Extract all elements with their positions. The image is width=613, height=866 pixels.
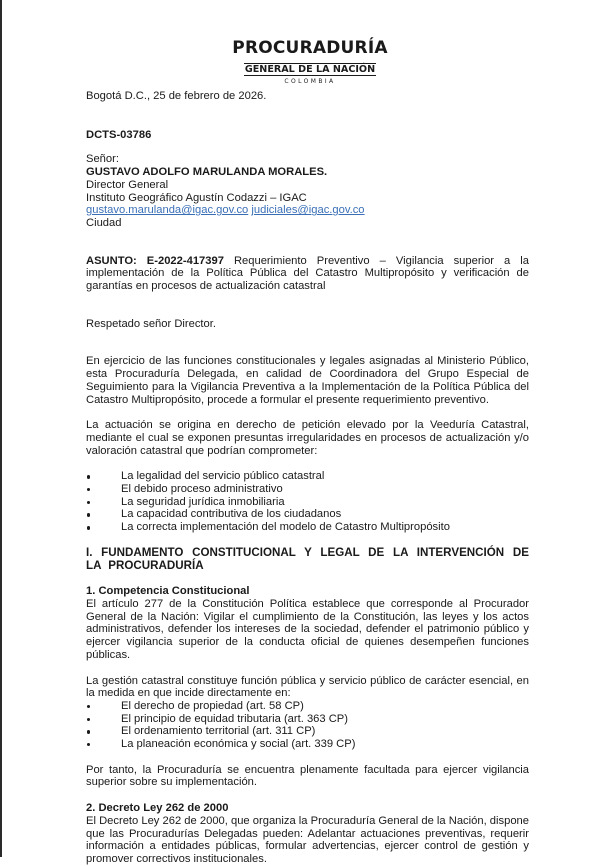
list-item: La planeación económica y social (art. 339 CP) — [86, 738, 529, 751]
bullet-icon — [87, 526, 90, 529]
bullet-icon — [87, 718, 90, 721]
bullet-icon — [87, 743, 90, 746]
intro-paragraph: En ejercicio de las funciones constitucionales y legales asignadas al Ministerio Público, esta Procuraduría Delegada, en calidad de Coordinadora del Grupo Especial de Seguimiento para la Vigilancia Preventiva a la Implementación de la Política Pública del Catastro Multipropósito, procede a formular el presente requerimiento preventivo. — [86, 355, 529, 406]
procuraduria-logo — [230, 40, 390, 86]
greeting: Respetado señor Director. — [86, 317, 216, 330]
decreto-262-paragraph: El Decreto Ley 262 de 2000, que organiza la Procuraduría General de la Nación, dispone que las Procuradurías Delegadas pueden: Adelantar actuaciones preventivas, requerir información a entidades públicas, formular advertencias, ejercer control de gestión y promover correctivos institucionales. — [86, 814, 529, 865]
subject-text: Requerimiento Preventivo – Vigilancia superior a la implementación de la Política Pública del Catastro Multipropósito y verificación de garantías en procesos de actualización catastral — [86, 254, 529, 293]
section-heading: I. FUNDAMENTO CONSTITUCIONAL Y LEGAL DE LA INTERVENCIÓN DE LA PROCURADURÍA — [86, 545, 529, 572]
salutation-label: Señor: — [86, 153, 119, 166]
list-item: El ordenamiento territorial (art. 311 CP) — [86, 725, 529, 738]
bullet-icon — [87, 730, 90, 733]
compromised-items-list — [86, 470, 529, 534]
subsection-heading-competencia: 1. Competencia Constitucional — [86, 585, 250, 598]
bullet-icon — [87, 488, 90, 491]
recipient-institution: Instituto Geográfico Agustín Codazzi – IGAC — [86, 191, 307, 204]
subsection-heading-decreto: 2. Decreto Ley 262 de 2000 — [86, 802, 229, 815]
subject-line — [86, 255, 529, 293]
recipient-title: Director General — [86, 178, 169, 191]
bullet-icon — [87, 705, 90, 708]
email-link-judicial[interactable]: judiciales@igac.gov.co — [251, 204, 365, 217]
subject-case-number: E-2022-417397 — [146, 254, 224, 267]
letter-body — [86, 90, 529, 866]
conclusion-paragraph: Por tanto, la Procuraduría se encuentra plenamente facultada para ejercer vigilancia superior sobre su implementación. — [86, 763, 529, 789]
origin-paragraph: La actuación se origina en derecho de petición elevado por la Veeduría Catastral, mediante el cual se exponen presuntas irregularidades en procesos de actualización y/o valoración catastral que podrían comprometer: — [86, 419, 529, 457]
list-item: La seguridad jurídica inmobiliaria — [86, 496, 529, 509]
logo-line-1: PROCURADURÍA — [232, 38, 388, 58]
logo-line-3: COLOMBIA — [284, 78, 336, 85]
gestion-catastral-paragraph: La gestión catastral constituye función pública y servicio público de carácter esencial, en la medida en que incide directamente en: — [86, 674, 529, 700]
recipient-emails — [86, 204, 529, 217]
email-link-primary[interactable]: gustavo.marulanda@igac.gov.co — [86, 204, 249, 217]
list-item: La capacidad contributiva de los ciudadanos — [86, 508, 529, 521]
bullet-icon — [87, 475, 90, 478]
logo-line-2: GENERAL DE LA NACIÓN — [244, 64, 376, 75]
list-item: El principio de equidad tributaria (art. 363 CP) — [86, 713, 529, 726]
letter-date: Bogotá D.C., 25 de febrero de 2026. — [86, 90, 267, 102]
list-item: El derecho de propiedad (art. 58 CP) — [86, 700, 529, 713]
subject-label: ASUNTO: — [86, 254, 137, 267]
recipient-name: GUSTAVO ADOLFO MARULANDA MORALES. — [86, 166, 328, 179]
list-item: La legalidad del servicio público catastral — [86, 470, 529, 483]
bullet-icon — [87, 501, 90, 504]
reference-number: DCTS-03786 — [86, 128, 152, 141]
constitutional-articles-list — [86, 700, 529, 751]
list-item: El debido proceso administrativo — [86, 483, 529, 496]
recipient-city: Ciudad — [86, 216, 122, 229]
article-277-paragraph: El artículo 277 de la Constitución Política establece que corresponde al Procurador General de la Nación: Vigilar el cumplimiento de la Constitución, las leyes y los actos administrativos, defender los intereses de la sociedad, defender el patrimonio público y ejercer vigilancia superior de la conducta oficial de quienes desempeñen funciones públicas. — [86, 597, 529, 661]
bullet-icon — [87, 513, 90, 516]
recipient-block — [86, 153, 529, 229]
list-item: La correcta implementación del modelo de Catastro Multipropósito — [86, 521, 529, 534]
